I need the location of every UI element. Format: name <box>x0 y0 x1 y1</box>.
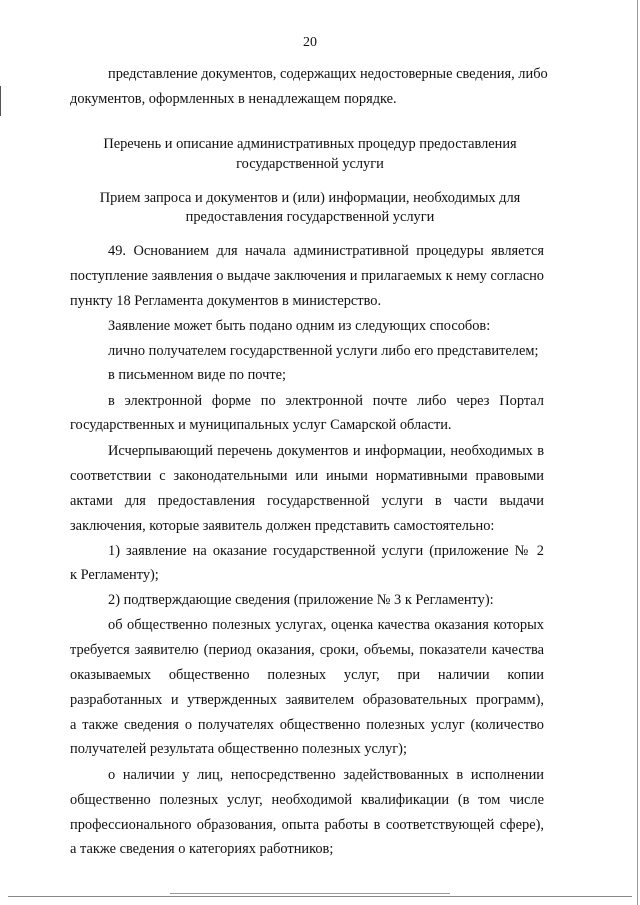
text-line: соответствии с законодательными или иными нормативными правовыми <box>70 468 544 484</box>
subsection-heading: Прием запроса и документов и (или) информации, необходимых для <box>99 190 521 206</box>
text-line: а также сведения о категориях работников; <box>70 841 334 857</box>
text-line: 49. Основанием для начала административной процедуры является <box>108 243 544 259</box>
text-line: поступление заявления о выдаче заключения и прилагаемых к нему согласно <box>70 268 544 284</box>
text-line: Заявление может быть подано одним из следующих способов: <box>108 318 491 334</box>
text-line: пункту 18 Регламента документов в министерство. <box>70 293 382 309</box>
text-line: профессионального образования, опыта работы в соответствующей сфере), <box>70 817 544 833</box>
text-line: а также сведения о получателях общественно полезных услуг (количество <box>70 717 544 733</box>
scan-edge-mark <box>0 86 1 116</box>
scan-bottom-line-short <box>170 893 450 894</box>
text-line: представление документов, содержащих недостоверные сведения, либо <box>108 66 548 82</box>
text-line: оказываемых общественно полезных услуг, при наличии копии <box>70 667 544 683</box>
text-line: разработанных и утвержденных заявителем образовательных программ), <box>70 692 544 708</box>
page-number: 20 <box>303 35 317 50</box>
text-line: государственных и муниципальных услуг Самарской области. <box>70 417 452 433</box>
text-line: 1) заявление на оказание государственной услуги (приложение № 2 <box>108 543 544 559</box>
text-line: заключения, которые заявитель должен представить самостоятельно: <box>70 518 495 534</box>
text-line: получателей результата общественно полезных услуг); <box>70 741 407 757</box>
section-heading: Перечень и описание административных процедур предоставления <box>103 136 517 152</box>
text-line: в письменном виде по почте; <box>108 367 286 383</box>
text-line: лично получателем государственной услуги либо его представителем; <box>108 343 539 359</box>
subsection-heading: предоставления государственной услуги <box>185 209 435 225</box>
text-line: актами для предоставления государственной услуги в части выдачи <box>70 493 544 509</box>
section-heading: государственной услуги <box>236 156 384 172</box>
text-line: в электронной форме по электронной почте либо через Портал <box>108 393 544 409</box>
text-line: к Регламенту); <box>70 567 159 583</box>
text-line: документов, оформленных в ненадлежащем порядке. <box>70 91 397 107</box>
text-line: требуется заявителю (период оказания, сроки, объемы, показатели качества <box>70 642 544 658</box>
scan-bottom-line <box>8 896 632 897</box>
text-line: 2) подтверждающие сведения (приложение № 3 к Регламенту): <box>108 592 494 608</box>
text-line: об общественно полезных услугах, оценка качества оказания которых <box>108 617 544 633</box>
text-line: общественно полезных услуг, необходимой квалификации (в том числе <box>70 792 544 808</box>
scan-edge-line <box>637 0 638 905</box>
text-line: Исчерпывающий перечень документов и информации, необходимых в <box>108 443 544 459</box>
text-line: о наличии у лиц, непосредственно задействованных в исполнении <box>108 767 544 783</box>
